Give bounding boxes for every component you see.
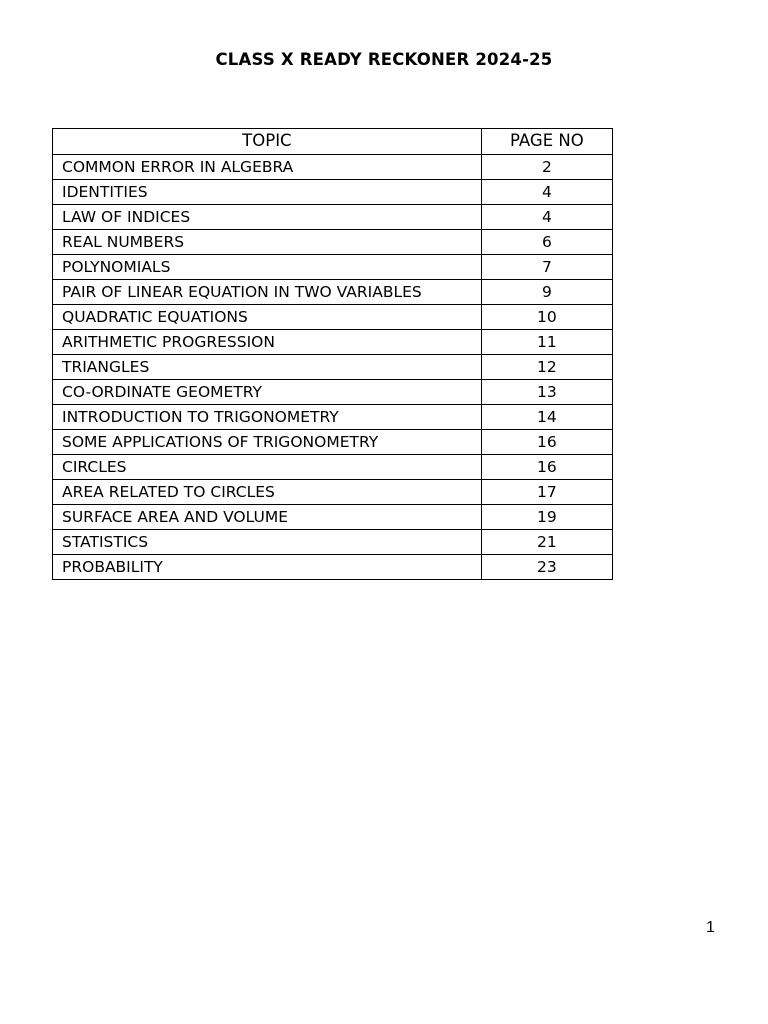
table-row [53,180,613,205]
page-cell: 7 [481,255,612,280]
table-row [53,455,613,480]
topic-cell: IDENTITIES [53,180,482,205]
table-row [53,330,613,355]
page-cell: 21 [481,530,612,555]
page-cell: 4 [481,205,612,230]
topic-cell: QUADRATIC EQUATIONS [53,305,482,330]
page-cell: 12 [481,355,612,380]
topic-cell: TRIANGLES [53,355,482,380]
topic-cell: LAW OF INDICES [53,205,482,230]
page-cell: 13 [481,380,612,405]
page-cell: 17 [481,480,612,505]
page-column-header: PAGE NO [481,129,612,155]
table-row [53,405,613,430]
table-row [53,255,613,280]
topic-cell: COMMON ERROR IN ALGEBRA [53,155,482,180]
page-title: CLASS X READY RECKONER 2024-25 [215,50,553,69]
page-cell: 2 [481,155,612,180]
topic-cell: CO-ORDINATE GEOMETRY [53,380,482,405]
topic-cell: ARITHMETIC PROGRESSION [53,330,482,355]
page-cell: 16 [481,430,612,455]
topic-cell: INTRODUCTION TO TRIGONOMETRY [53,405,482,430]
table-row [53,380,613,405]
page-cell: 6 [481,230,612,255]
page-cell: 10 [481,305,612,330]
topic-cell: POLYNOMIALS [53,255,482,280]
table-row [53,155,613,180]
table-row [53,505,613,530]
table-row [53,355,613,380]
page-cell: 11 [481,330,612,355]
table-row [53,480,613,505]
table-row [53,305,613,330]
topic-cell: REAL NUMBERS [53,230,482,255]
page-cell: 16 [481,455,612,480]
page-cell: 4 [481,180,612,205]
table-row [53,555,613,580]
topic-cell: PROBABILITY [53,555,482,580]
topic-column-header: TOPIC [53,129,482,155]
page-number: 1 [706,919,715,936]
topic-cell: CIRCLES [53,455,482,480]
table-row [53,205,613,230]
page-cell: 23 [481,555,612,580]
table-row [53,530,613,555]
table-row [53,280,613,305]
contents-table [52,128,613,580]
topic-cell: STATISTICS [53,530,482,555]
table-row [53,430,613,455]
table-body [53,155,613,580]
page-cell: 19 [481,505,612,530]
topic-cell: SOME APPLICATIONS OF TRIGONOMETRY [53,430,482,455]
table-row [53,230,613,255]
topic-cell: AREA RELATED TO CIRCLES [53,480,482,505]
topic-cell: SURFACE AREA AND VOLUME [53,505,482,530]
table-header-row [53,129,613,155]
page-cell: 14 [481,405,612,430]
page-cell: 9 [481,280,612,305]
topic-cell: PAIR OF LINEAR EQUATION IN TWO VARIABLES [53,280,482,305]
